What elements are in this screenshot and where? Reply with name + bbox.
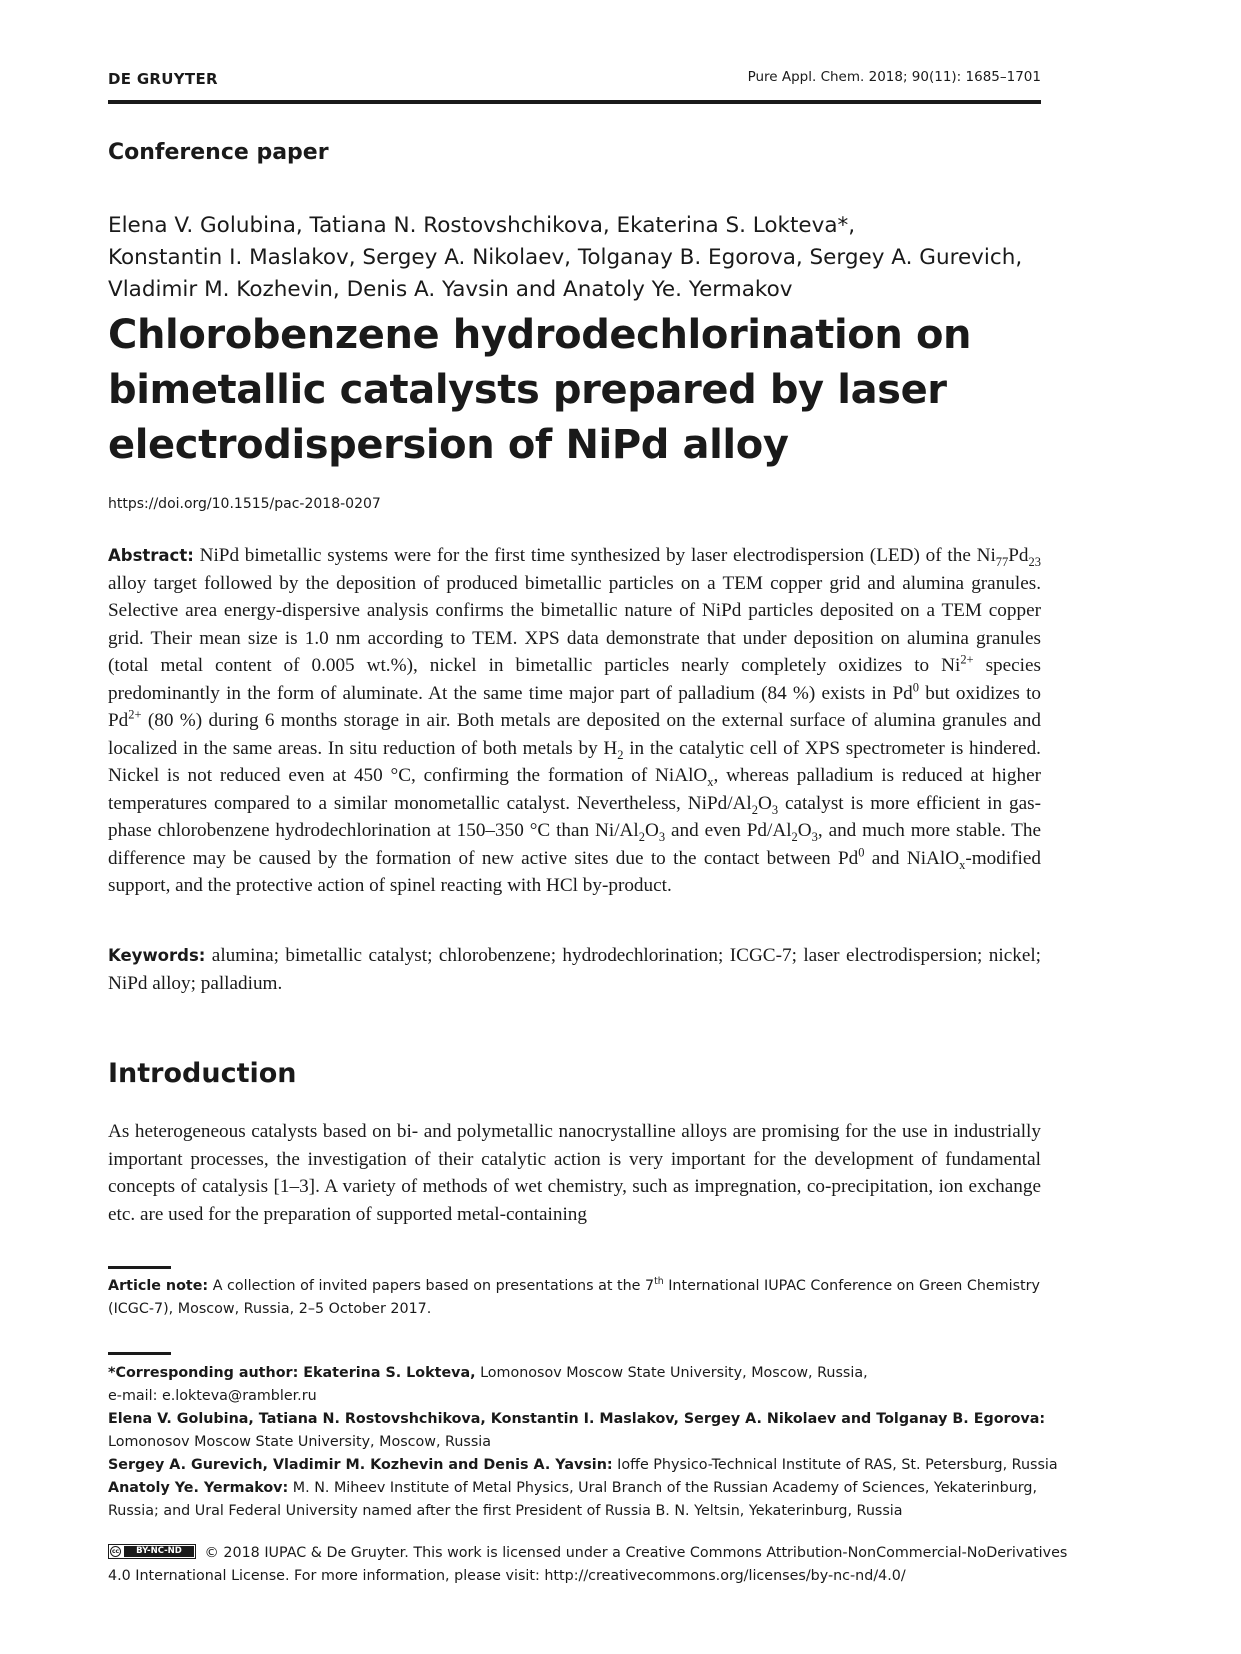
journal-reference: Pure Appl. Chem. 2018; 90(11): 1685–1701 xyxy=(747,69,1041,85)
abstract-text: but oxidizes to Pd xyxy=(108,682,1041,731)
affiliation-group: Sergey A. Gurevich, Vladimir M. Kozhevin and Denis A. Yavsin: Ioffe Physico-Technical Institute of RAS, St. Petersburg, Russia xyxy=(108,1457,1058,1473)
author-list xyxy=(108,210,1041,306)
abstract-text: O xyxy=(797,820,812,841)
abstract-text: , whereas palladium is reduced at higher temperatures compared to a similar monometallic catalyst. Nevertheless, NiPd/Al xyxy=(108,765,1041,814)
abstract-text: , and much more stable. The difference may be caused by the formation of new active sites due to the contact between Pd xyxy=(108,820,1042,869)
cc-icon: cc xyxy=(111,1548,120,1555)
subscript: 77 xyxy=(995,554,1009,569)
keywords xyxy=(108,942,1041,997)
cc-license-badge-icon[interactable] xyxy=(108,1544,196,1559)
paper-title xyxy=(108,308,1041,473)
abstract-text: and NiAlO xyxy=(864,847,960,869)
license-notice xyxy=(108,1542,1068,1588)
footnote-rule xyxy=(108,1352,171,1355)
introduction-text: As heterogeneous catalysts based on bi- and polymetallic nanocrystalline alloys are promising for the use in industrially important processes, the investigation of their catalytic action is very important for the development of fundamental concepts of catalysis [1–3]. A variety of methods of wet chemistry, such as impregnation, co-precipitation, ion exchange etc. are used for the preparation of supported metal-containing xyxy=(108,1121,1041,1225)
subscript: x xyxy=(959,857,966,872)
title-line: bimetallic catalysts prepared by laser xyxy=(108,367,947,413)
abstract-text: O xyxy=(757,792,772,814)
license-line: 4.0 International License. For more information, please visit: http://creativecommons.org/licenses/by-nc-nd/4.0/ xyxy=(108,1568,906,1584)
abstract-text: O xyxy=(644,820,659,841)
section-heading-introduction: Introduction xyxy=(108,1058,297,1089)
article-note-line: (ICGC-7), Moscow, Russia, 2–5 October 2017. xyxy=(108,1301,432,1317)
corresponding-email[interactable]: e-mail: e.lokteva@rambler.ru xyxy=(108,1388,317,1404)
title-line: Chlorobenzene hydrodechlorination on xyxy=(108,312,972,358)
subscript: 2 xyxy=(617,747,624,762)
subscript: 2 xyxy=(638,829,645,844)
abstract xyxy=(108,542,1041,900)
article-note-line: Article note: A collection of invited papers based on presentations at the 7th International IUPAC Conference on Green Chemistry xyxy=(108,1276,1041,1294)
superscript: 0 xyxy=(912,680,920,695)
publisher-name: DE GRUYTER xyxy=(108,70,218,88)
keywords-label: Keywords: xyxy=(108,946,206,965)
corresponding-author: *Corresponding author: Ekaterina S. Lokteva, Lomonosov Moscow State University, Moscow, Russia, xyxy=(108,1365,868,1381)
subscript: 23 xyxy=(1028,554,1041,569)
abstract-text: catalyst is more efficient in gas-phase chlorobenzene hydrodechlorination at 150–350 °C than Ni/Al xyxy=(108,792,1041,841)
abstract-text: NiPd bimetallic systems were for the first time synthesized by laser electrodispersion (LED) of the Ni xyxy=(193,545,996,566)
subscript: 3 xyxy=(658,829,666,844)
abstract-text: alloy target followed by the deposition of produced bimetallic particles on a TEM copper grid and alumina granules. Selective area energy-dispersive analysis confirms the bimetallic nature of NiPd particles deposited on a TEM copper grid. Their mean size is 1.0 nm according to TEM. XPS data demonstrate that under deposition on alumina granules (total metal content of 0.005 wt.%), nickel in bimetallic particles nearly completely oxidizes to Ni xyxy=(108,572,1041,676)
subscript: 3 xyxy=(771,802,779,817)
running-head xyxy=(108,66,1041,96)
superscript: 0 xyxy=(858,845,865,860)
subscript: 2 xyxy=(791,829,798,844)
abstract-text: and even Pd/Al xyxy=(665,820,792,841)
affiliations xyxy=(108,1362,1058,1523)
article-note-label: Article note: xyxy=(108,1278,209,1294)
footnote-rule xyxy=(108,1266,171,1269)
abstract-label: Abstract: xyxy=(108,546,194,565)
author-line: Elena V. Golubina, Tatiana N. Rostovshchikova, Ekaterina S. Lokteva*, xyxy=(108,213,856,238)
license-line: cc BY-NC-ND © 2018 IUPAC & De Gruyter. This work is licensed under a Creative Commons Attribution-NonCommercial-NoDerivatives xyxy=(108,1542,1041,1565)
affiliation-group-text: Russia; and Ural Federal University named after the first President of Russia B. N. Yeltsin, Yekaterinburg, Russia xyxy=(108,1503,903,1519)
subscript: 3 xyxy=(811,829,818,844)
subscript: x xyxy=(707,774,714,789)
subscript: 2 xyxy=(751,802,758,817)
abstract-text: -modified support, and the protective action of spinel reacting with HCl by-product. xyxy=(108,847,1041,896)
superscript: 2+ xyxy=(128,707,142,722)
abstract-text: Pd xyxy=(1008,545,1029,566)
article-note xyxy=(108,1275,1041,1321)
doi-link[interactable]: https://doi.org/10.1515/pac-2018-0207 xyxy=(108,496,381,512)
cc-badge-text: BY-NC-ND xyxy=(124,1546,194,1557)
abstract-text: species predominantly in the form of aluminate. At the same time major part of palladium (84 %) exists in Pd xyxy=(108,655,1041,704)
abstract-text: (80 %) during 6 months storage in air. Both metals are deposited on the external surface of alumina granules and localized in the same areas. In situ reduction of both metals by H xyxy=(108,710,1041,759)
abstract-text: in the catalytic cell of XPS spectrometer is hindered. Nickel is not reduced even at 450 °C, confirming the formation of NiAlO xyxy=(108,737,1041,786)
article-type: Conference paper xyxy=(108,140,329,165)
affiliation-group-text: Lomonosov Moscow State University, Moscow, Russia xyxy=(108,1434,492,1450)
author-line: Konstantin I. Maslakov, Sergey A. Nikolaev, Tolganay B. Egorova, Sergey A. Gurevich, xyxy=(108,245,1023,270)
title-line: electrodispersion of NiPd alloy xyxy=(108,422,789,468)
superscript: 2+ xyxy=(960,652,974,667)
affiliation-group: Anatoly Ye. Yermakov: M. N. Miheev Institute of Metal Physics, Ural Branch of the Russian Academy of Sciences, Yekaterinburg, xyxy=(108,1480,1038,1496)
keywords-text: alumina; bimetallic catalyst; chlorobenzene; hydrodechlorination; ICGC-7; laser electrodispersion; nickel; NiPd alloy; palladium. xyxy=(108,945,1041,994)
affiliation-group-names: Elena V. Golubina, Tatiana N. Rostovshchikova, Konstantin I. Maslakov, Sergey A. Nikolaev and Tolganay B. Egorova: xyxy=(108,1411,1046,1427)
header-rule xyxy=(108,100,1041,104)
author-line: Vladimir M. Kozhevin, Denis A. Yavsin and Anatoly Ye. Yermakov xyxy=(108,277,793,302)
